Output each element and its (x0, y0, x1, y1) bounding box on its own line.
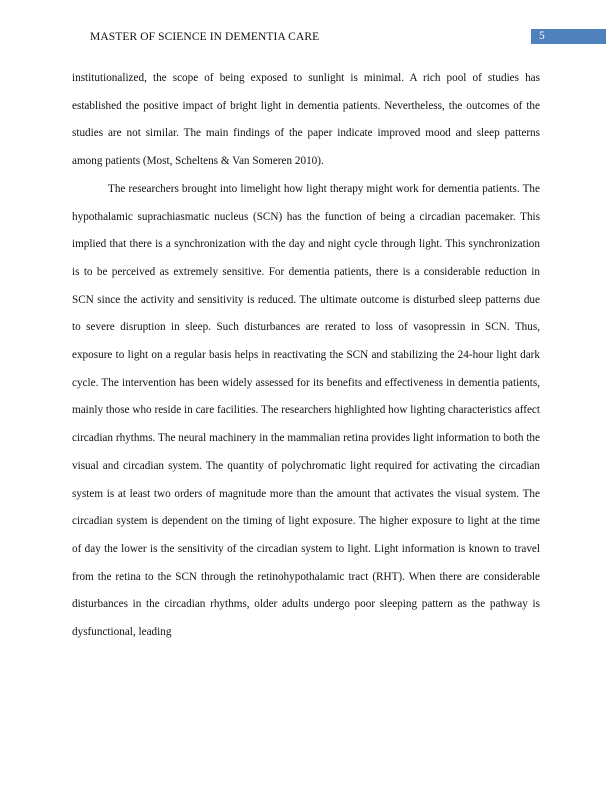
document-body (72, 65, 540, 647)
running-head: MASTER OF SCIENCE IN DEMENTIA CARE (90, 31, 320, 43)
page-number: 5 (539, 30, 545, 42)
paragraph-1: institutionalized, the scope of being exposed to sunlight is minimal. A rich pool of studies has established the positive impact of bright light in dementia patients. Nevertheless, the outcomes of the studies are not similar. The main findings of the paper indicate improved mood and sleep patterns among patients (Most, Scheltens & Van Someren 2010). (72, 72, 540, 168)
paragraph-2: The researchers brought into limelight how light therapy might work for dementia patients. The hypothalamic suprachiasmatic nucleus (SCN) has the function of being a circadian pacemaker. This implied that there is a synchronization with the day and night cycle through light. This synchronization is to be perceived as extremely sensitive. For dementia patients, there is a considerable reduction in SCN since the activity and sensitivity is reduced. The ultimate outcome is disturbed sleep patterns due to severe disruption in sleep. Such disturbances are rerated to loss of vasopressin in SCN. Thus, exposure to light on a regular basis helps in reactivating the SCN and stabilizing the 24-hour light dark cycle. The intervention has been widely assessed for its benefits and effectiveness in dementia patients, mainly those who reside in care facilities. The researchers highlighted how lighting characteristics affect circadian rhythms. The neural machinery in the mammalian retina provides light information to both the visual and circadian system. The quantity of polychromatic light required for activating the circadian system is at least two orders of magnitude more than the amount that activates the visual system. The circadian system is dependent on the timing of light exposure. The higher exposure to light at the time of day the lower is the sensitivity of the circadian system to light. Light information is known to travel from the retina to the SCN through the retinohypothalamic tract (RHT). When there are considerable disturbances in the circadian rhythms, older adults undergo poor sleeping pattern as the pathway is dysfunctional, leading (72, 182, 540, 639)
page-number-badge (531, 29, 606, 44)
